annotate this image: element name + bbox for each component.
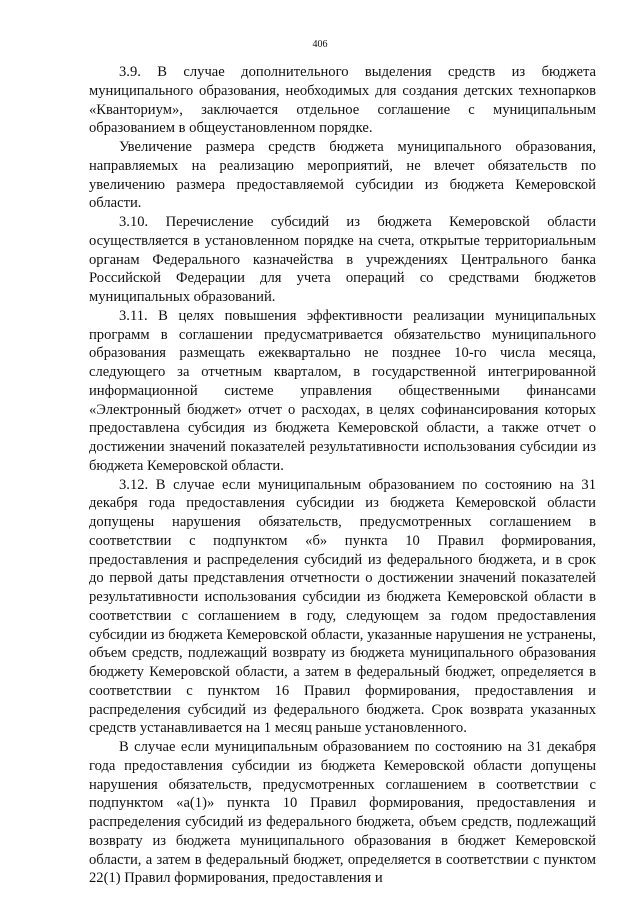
paragraph-3-10: 3.10. Перечисление субсидий из бюджета Кемеровской области осуществляется в установленном порядке на счета, открытые территориальным органам Федерального казначейства в учреждениях Центрального банка Российской Федерации для учета операций со средствами бюджетов муниципальных образований. [89, 214, 596, 305]
page-number: 406 [312, 39, 328, 50]
paragraph-violation-case: В случае если муниципальным образованием по состоянию на 31 декабря года предоставления субсидии из бюджета Кемеровской области допущены нарушения обязательств, предусмотренных соглашением в соответствии с подпунктом «а(1)» пункта 10 Правил формирования, предоставления и распределения субсидий из федерального бюджета, объем средств, подлежащий возврату из бюджета муниципального образования в бюджет Кемеровской области, а затем в федеральный бюджет, определяется в соответствии с пунктом 22(1) Правил формирования, предоставления и [89, 739, 596, 887]
paragraph-3-12: 3.12. В случае если муниципальным образованием по состоянию на 31 декабря года предоставления субсидии из бюджета Кемеровской области допущены нарушения обязательств, предусмотренных соглашением в соответствии с подпунктом «б» пункта 10 Правил формирования, предоставления и распределения субсидий из федерального бюджета, и в срок до первой даты представления отчетности о достижении значений показателей результативности использования субсидии из бюджета Кемеровской области в соответствии с соглашением в году, следующем за годом предоставления субсидии из бюджета Кемеровской области, указанные нарушения не устранены, объем средств, подлежащий возврату из бюджета муниципального образования бюджету Кемеровской области, а затем в федеральный бюджет, определяется в соответствии с пунктом 16 Правил формирования, предоставления и распределения субсидий из федерального бюджета. Срок возврата указанных средств устанавливается на 1 месяц раньше установленного. [89, 476, 596, 737]
paragraph-3-9: 3.9. В случае дополнительного выделения средств из бюджета муниципального образования, необходимых для создания детских технопарков «Кванториум», заключается отдельное соглашение с муниципальным образованием в общеустановленном порядке. [89, 64, 596, 137]
document-body [89, 63, 596, 888]
paragraph-budget-increase: Увеличение размера средств бюджета муниципального образования, направляемых на реализацию мероприятий, не влечет обязательств по увеличению размера предоставляемой субсидии из бюджета Кемеровской области. [89, 139, 596, 212]
paragraph-3-11: 3.11. В целях повышения эффективности реализации муниципальных программ в соглашении предусматривается обязательство муниципального образования размещать ежеквартально не позднее 10-го числа месяца, следующего за отчетным кварталом, в государственной интегрированной информационной системе управления общественными финансами «Электронный бюджет» отчет о расходах, в целях софинансирования которых предоставлена субсидия из бюджета Кемеровской области, а также отчет о достижении значений показателей результативности использования субсидии из бюджета Кемеровской области. [89, 307, 596, 474]
